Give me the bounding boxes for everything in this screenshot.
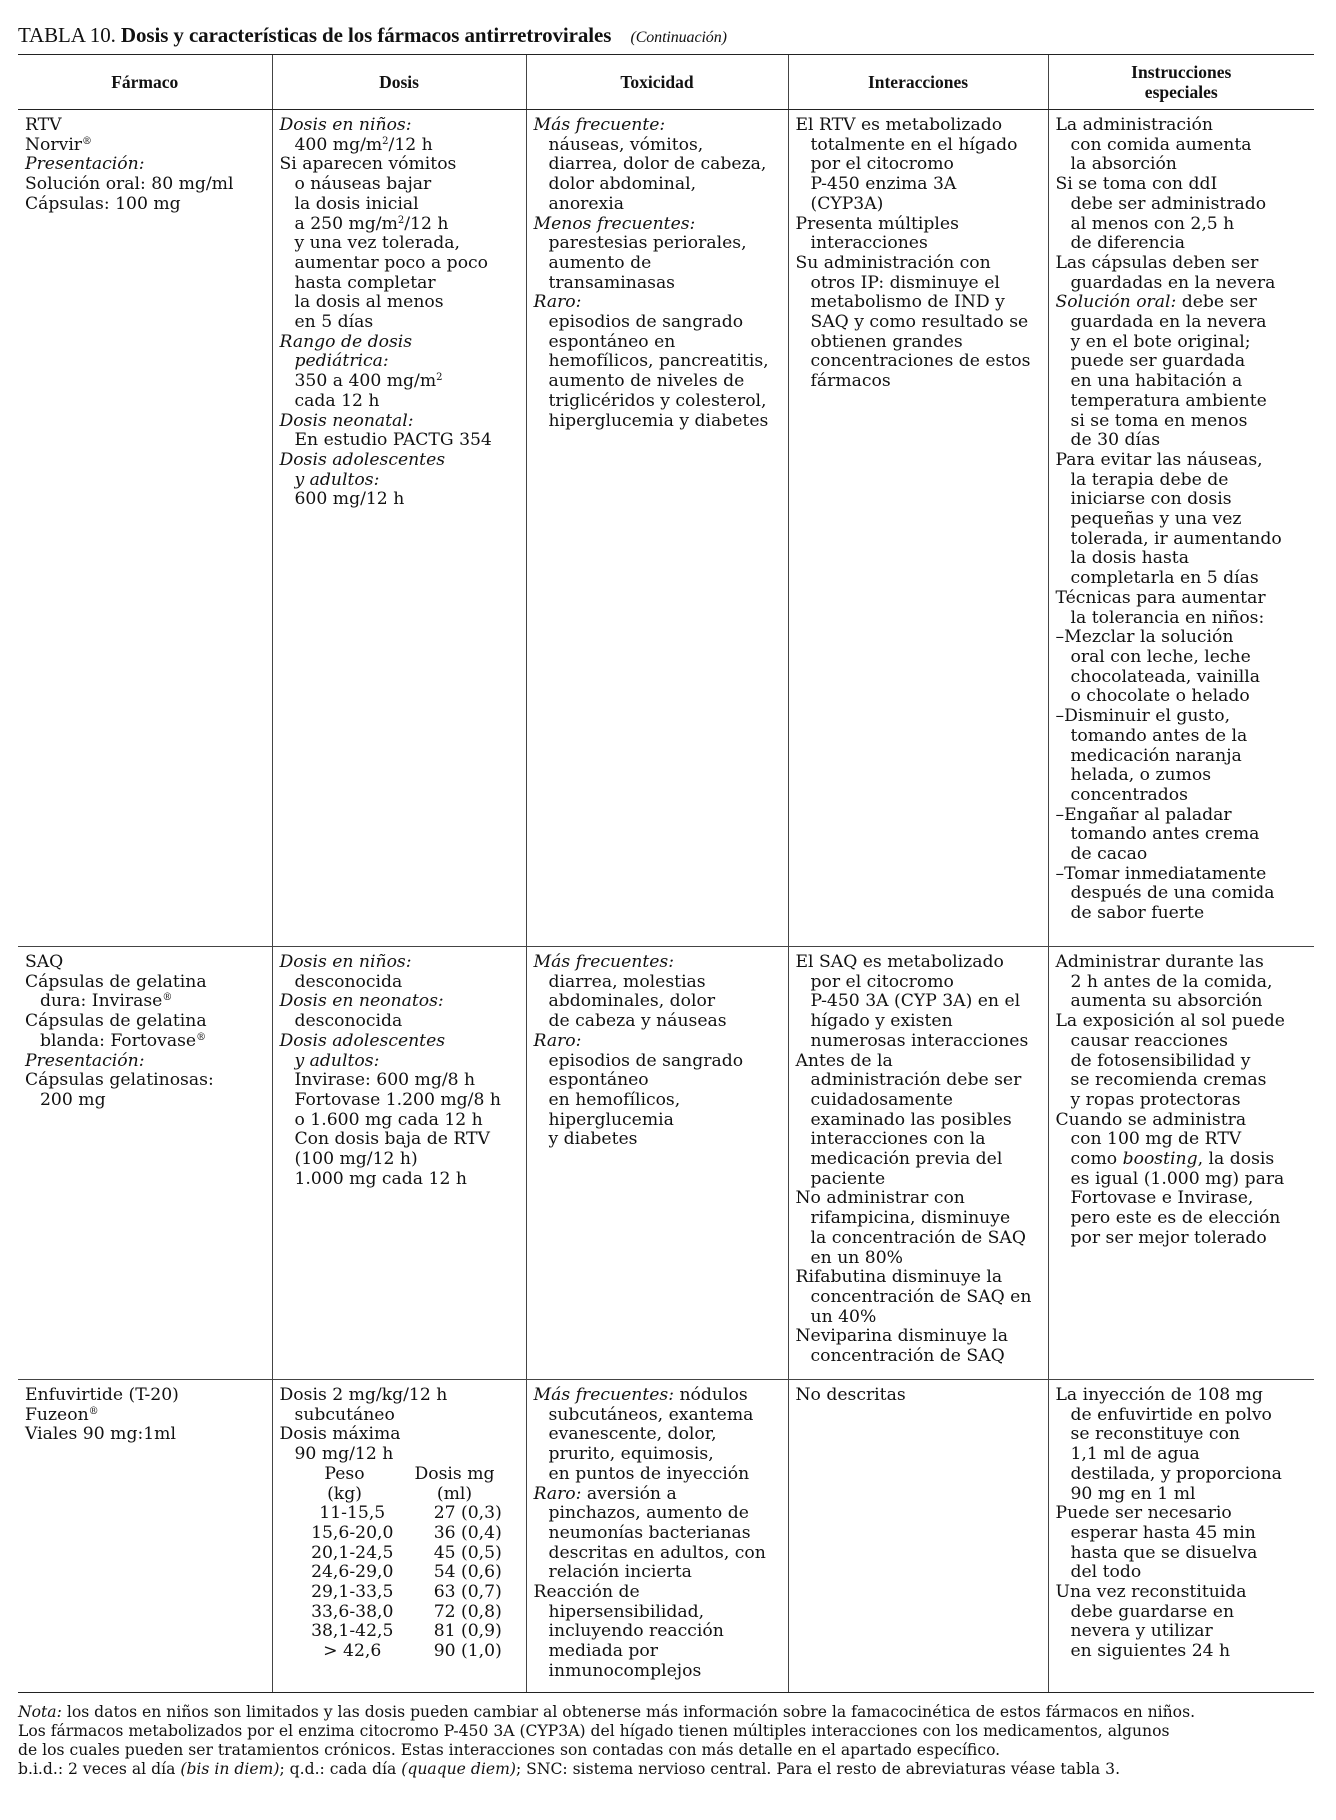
dose-text: Invirase: 600 mg/8 h Fortovase 1.200 mg/8 h o 1.600 mg cada 12 h Con dosis baja de RTV (100 mg/12 h) 1.000 mg cada 12 h <box>294 1070 501 1189</box>
tox-text: Más frecuentes: nódulos <box>533 1385 748 1405</box>
tox-label: Más frecuentes: <box>533 952 675 972</box>
tox-text: parestesias periorales, aumento de transaminasas <box>548 233 747 293</box>
tox-label: Raro: <box>533 292 582 313</box>
weight-dose-row <box>295 1504 526 1524</box>
interaction-item: Presenta múltiples interacciones <box>795 213 959 254</box>
header-dosis: Dosis <box>272 55 526 110</box>
header-row <box>18 55 1314 110</box>
weight-value: > 42,6 <box>323 1641 382 1662</box>
cell-instrucciones <box>1048 947 1314 1380</box>
dose-text: cada 12 h <box>294 390 380 411</box>
interaction-item: No administrar con rifampicina, disminuye la concentración de SAQ en un 80% <box>795 1188 1026 1268</box>
weight-dose-units: (kg) (ml) <box>327 1483 473 1504</box>
interaction-item: Antes de la administración debe ser cuidadosamente examinado las posibles interacciones con la medicación previa del paciente <box>795 1050 1022 1189</box>
tox-text: pinchazos, aumento de neumonías bacterianas descritas en adultos, con relación incierta <box>548 1503 766 1583</box>
drug-name: SAQ <box>25 952 64 972</box>
cell-instrucciones <box>1048 1380 1314 1693</box>
dose-text: 600 mg/12 h <box>294 489 405 510</box>
tox-text: episodios de sangrado espontáneo en hemofílicos, hiperglucemia y diabetes <box>548 1050 744 1150</box>
tox-text: Raro: aversión a <box>533 1483 677 1504</box>
instruction-item: Las cápsulas deben ser guardadas en la nevera <box>1055 252 1276 293</box>
technique-item: –Disminuir el gusto, tomando antes de la medicación naranja helada, o zumos concentrados <box>1055 706 1248 805</box>
tox-text: náuseas, vómitos, diarrea, dolor de cabeza, dolor abdominal, anorexia <box>548 134 767 214</box>
instruction-item: Para evitar las náuseas, la terapia debe de iniciarse con dosis pequeñas y una vez tolerada, ir aumentando la dosis hasta completarla en 5 días <box>1055 449 1282 589</box>
weight-dose-header: Peso Dosis mg <box>324 1463 495 1484</box>
dose-label: y adultos: <box>294 1050 380 1071</box>
dose-text: En estudio PACTG 354 <box>294 430 492 451</box>
dose-text: Si aparecen vómitos o náuseas bajar la dosis inicial a 250 $mg/m^2/12$ h y una vez tolerada, aumentar poco a poco hasta completar la dosis al menos en 5 días <box>279 154 489 333</box>
presentation-item: Viales 90 mg:1ml <box>25 1424 176 1445</box>
weight-dose-row <box>295 1622 526 1642</box>
cell-toxicidad <box>526 110 788 947</box>
cell-instrucciones <box>1048 110 1314 947</box>
tox-text: episodios de sangrado espontáneo en hemofílicos, pancreatitis, aumento de niveles de triglicéridos y colesterol, hiperglucemia y diabetes <box>548 312 769 431</box>
interaction-item: Su administración con otros IP: disminuye el metabolismo de IND y SAQ y como resultado se obtienen grandes concentraciones de estos fármacos <box>795 252 1031 392</box>
instruction-item: Una vez reconstituida debe guardarse en nevera y utilizar en siguientes 24 h <box>1055 1582 1247 1662</box>
tox-label: Menos frecuentes: <box>533 213 696 234</box>
weight-value: 29,1-33,5 <box>311 1582 394 1603</box>
dose-label: Dosis en neonatos: <box>279 991 444 1012</box>
presentation-item: Solución oral: 80 mg/ml <box>25 174 234 195</box>
table-title <box>18 22 1314 52</box>
footnote-abbreviations: b.i.d.: 2 veces al día (bis in diem); q.d.: cada día (quaque diem); SNC: sistema nervioso central. Para el resto de abreviaturas véase tabla 3. <box>18 1759 1121 1778</box>
presentation-item: 200 mg <box>40 1089 106 1110</box>
weight-dose-row <box>295 1563 526 1583</box>
weight-dose-row <box>295 1603 526 1623</box>
table-number: TABLA 10. <box>18 23 116 47</box>
dose-value: 54 (0,6) <box>433 1562 502 1583</box>
instruction-item: La inyección de 108 mg de enfuvirtide en polvo se reconstituye con 1,1 ml de agua destilada, y proporciona 90 mg en 1 ml <box>1055 1385 1282 1504</box>
instruction-item: Cuando se administra con 100 mg de RTV como boosting, la dosis es igual (1.000 mg) para Fortovase e Invirase, pero este es de elección por ser mejor tolerado <box>1055 1109 1285 1248</box>
instruction-item: Administrar durante las 2 h antes de la comida, aumenta su absorción <box>1055 952 1273 1012</box>
header-interacciones: Interacciones <box>788 55 1048 110</box>
dose-text: desconocida <box>294 971 403 992</box>
drug-name: Enfuvirtide (T-20) <box>25 1385 179 1405</box>
continuation-label: (Continuación) <box>630 29 727 46</box>
dose-value: 27 (0,3) <box>433 1503 502 1524</box>
drug-form: blanda: Fortovase® <box>40 1030 207 1051</box>
weight-dose-row <box>295 1583 526 1603</box>
footnote-nota: Nota: los datos en niños son limitados y las dosis pueden cambiar al obtenerse más información sobre la famacocinética de estos fármacos en niños. <box>18 1702 1196 1721</box>
dose-value: 72 (0,8) <box>433 1601 502 1622</box>
tox-text: hipersensibilidad, incluyendo reacción mediada por inmunocomplejos <box>548 1601 724 1681</box>
dose-label: pediátrica: <box>294 351 389 372</box>
dose-label: y adultos: <box>294 469 380 490</box>
drug-form: Cápsulas de gelatina <box>25 1011 207 1032</box>
footnotes <box>18 1703 1314 1779</box>
weight-value: 38,1-42,5 <box>311 1621 394 1642</box>
dose-value: 45 (0,5) <box>433 1542 502 1563</box>
cell-farmaco <box>18 110 272 947</box>
cell-interacciones <box>788 110 1048 947</box>
dose-text: 90 mg/12 h <box>294 1444 394 1465</box>
interaction-item: No descritas <box>795 1385 906 1405</box>
instruction-item: La exposición al sol puede causar reacciones de fotosensibilidad y se recomienda cremas y ropas protectoras <box>1055 1011 1285 1110</box>
instruction-item: Solución oral: debe ser guardada en la nevera y en el bote original; puede ser guardada en una habitación a temperatura ambiente si se toma en menos de 30 días <box>1055 292 1267 451</box>
drug-form: Cápsulas de gelatina <box>25 971 207 992</box>
dose-text: desconocida <box>294 1011 403 1032</box>
dose-text: subcutáneo <box>294 1404 395 1425</box>
table-row <box>18 947 1314 1380</box>
tox-text: diarrea, molestias abdominales, dolor de cabeza y náuseas <box>548 971 727 1032</box>
weight-dose-table <box>295 1465 526 1662</box>
cell-interacciones <box>788 947 1048 1380</box>
dose-text: Dosis máxima <box>279 1424 401 1445</box>
interaction-item: El SAQ es metabolizado por el citocromo P-450 3A (CYP 3A) en el hígado y existen numerosas interacciones <box>795 952 1029 1051</box>
weight-value: 20,1-24,5 <box>311 1542 394 1563</box>
cell-toxicidad <box>526 1380 788 1693</box>
header-instrucciones <box>1048 55 1314 110</box>
dose-label: Dosis en niños: <box>279 115 412 135</box>
table-row <box>18 110 1314 947</box>
dose-value: 63 (0,7) <box>433 1582 502 1603</box>
drug-name: RTV <box>25 115 62 135</box>
drug-brand: Fuzeon® <box>25 1404 99 1425</box>
tox-label: Raro: <box>533 1030 582 1051</box>
header-farmaco: Fármaco <box>18 55 272 110</box>
dose-text: 400 $mg/m^2/12$ h <box>294 134 433 155</box>
weight-value: 33,6-38,0 <box>311 1601 394 1622</box>
dose-value: 90 (1,0) <box>433 1641 502 1662</box>
dose-label: Dosis adolescentes <box>279 449 446 470</box>
interaction-item: Neviparina disminuye la concentración de SAQ <box>795 1326 1009 1367</box>
dose-label: Dosis neonatal: <box>279 410 414 431</box>
tox-text: Reacción de <box>533 1582 640 1603</box>
weight-dose-row <box>295 1524 526 1544</box>
instruction-item: Puede ser necesario esperar hasta 45 min hasta que se disuelva del todo <box>1055 1503 1258 1583</box>
dose-label: Dosis en niños: <box>279 952 412 972</box>
instruction-item: Si se toma con ddI debe ser administrado al menos con 2,5 h de diferencia <box>1055 174 1267 254</box>
weight-value: 24,6-29,0 <box>311 1562 394 1583</box>
table-row <box>18 1380 1314 1693</box>
tox-text: subcutáneos, exantema evanescente, dolor, prurito, equimosis, en puntos de inyección <box>548 1404 754 1484</box>
dose-label: Dosis adolescentes <box>279 1030 446 1051</box>
cell-dosis <box>272 947 526 1380</box>
drug-table <box>18 55 1314 1693</box>
weight-dose-row <box>295 1642 526 1662</box>
dose-label: Rango de dosis <box>279 331 413 352</box>
cell-interacciones <box>788 1380 1048 1693</box>
interaction-item: Rifabutina disminuye la concentración de SAQ en un 40% <box>795 1267 1032 1327</box>
drug-form: dura: Invirase® <box>40 991 173 1012</box>
weight-value: 15,6-20,0 <box>311 1522 394 1543</box>
drug-brand: Norvir® <box>25 134 93 155</box>
footnote-line: de los cuales pueden ser tratamientos crónicos. Estas interacciones son contadas con más detalle en el apartado específico. <box>18 1740 1001 1759</box>
cell-farmaco <box>18 947 272 1380</box>
cell-farmaco <box>18 1380 272 1693</box>
interaction-item: El RTV es metabolizado totalmente en el hígado por el citocromo P-450 enzima 3A (CYP3A) <box>795 115 1018 214</box>
dose-text: 350 a 400 $mg/m^2$ <box>294 371 443 392</box>
weight-dose-row <box>295 1544 526 1564</box>
header-instrucciones-text: Instrucciones especiales <box>1131 62 1232 102</box>
header-toxicidad: Toxicidad <box>526 55 788 110</box>
dose-value: 36 (0,4) <box>433 1522 502 1543</box>
weight-value: 11-15,5 <box>319 1503 386 1524</box>
technique-item: –Tomar inmediatamente después de una comida de sabor fuerte <box>1055 863 1275 924</box>
technique-item: –Engañar al paladar tomando antes crema de cacao <box>1055 804 1260 865</box>
instruction-item: Técnicas para aumentar la tolerancia en niños: <box>1055 587 1266 628</box>
technique-item: –Mezclar la solución oral con leche, leche chocolateada, vainilla o chocolate o helado <box>1055 627 1261 707</box>
presentation-label: Presentación: <box>25 1050 145 1071</box>
cell-toxicidad <box>526 947 788 1380</box>
table-heading: Dosis y características de los fármacos antirretrovirales <box>120 23 612 47</box>
dose-text: Dosis 2 mg/kg/12 h <box>279 1385 448 1405</box>
tox-label: Más frecuente: <box>533 115 666 135</box>
footnote-line: Los fármacos metabolizados por el enzima citocromo P-450 3A (CYP3A) del hígado tienen múltiples interacciones con los medicamentos, algunos <box>18 1721 1170 1740</box>
page <box>18 22 1314 1779</box>
presentation-item: Cápsulas: 100 mg <box>25 193 181 214</box>
cell-dosis <box>272 110 526 947</box>
presentation-item: Cápsulas gelatinosas: <box>25 1070 214 1091</box>
instruction-item: La administración con comida aumenta la absorción <box>1055 115 1252 175</box>
presentation-label: Presentación: <box>25 154 145 175</box>
cell-dosis <box>272 1380 526 1693</box>
dose-value: 81 (0,9) <box>433 1621 502 1642</box>
